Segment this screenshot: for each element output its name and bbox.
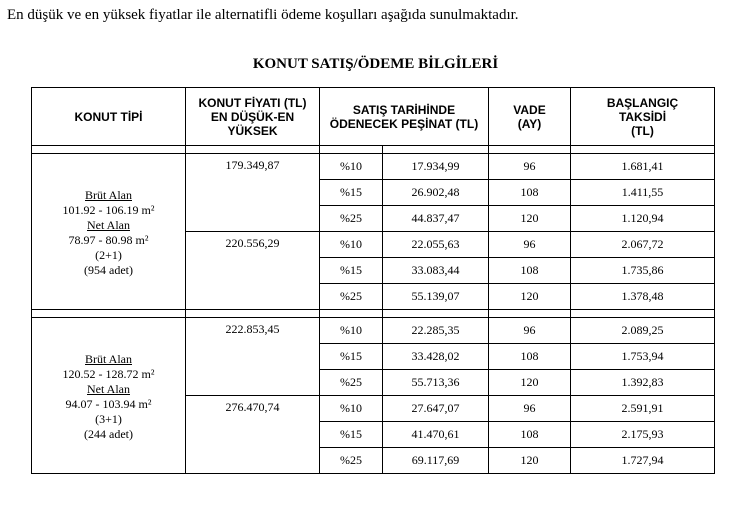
pesinat-amount: 69.117,69 — [383, 448, 489, 474]
intro-text: En düşük ve en yüksek fiyatlar ile alternatifli ödeme koşulları aşağıda sunulmaktadır. — [7, 7, 519, 23]
pesinat-amount: 17.934,99 — [383, 154, 489, 180]
pesinat-amount: 55.713,36 — [383, 370, 489, 396]
vade-value: 120 — [489, 206, 571, 232]
taksit-value: 2.591,91 — [571, 396, 715, 422]
pesinat-amount: 22.055,63 — [383, 232, 489, 258]
vade-value: 120 — [489, 448, 571, 474]
pesinat-pct: %10 — [320, 154, 383, 180]
table-row — [32, 318, 715, 344]
header-row — [32, 88, 715, 146]
konut-tipi-cell: Brüt Alan 120.52 - 128.72 m² Net Alan 94.07 - 103.94 m² (3+1) (244 adet) — [32, 318, 186, 474]
pesinat-pct: %25 — [320, 206, 383, 232]
pesinat-pct: %25 — [320, 370, 383, 396]
konut-fiyati-cell: 276.470,74 — [186, 396, 320, 474]
vade-value: 96 — [489, 318, 571, 344]
header-konut-fiyati: KONUT FİYATI (TL) EN DÜŞÜK-EN YÜKSEK — [186, 88, 320, 146]
pesinat-amount: 33.083,44 — [383, 258, 489, 284]
pesinat-amount: 22.285,35 — [383, 318, 489, 344]
pesinat-pct: %10 — [320, 396, 383, 422]
vade-value: 108 — [489, 422, 571, 448]
pesinat-pct: %10 — [320, 232, 383, 258]
header-vade: VADE (AY) — [489, 88, 571, 146]
konut-fiyati-cell: 222.853,45 — [186, 318, 320, 396]
pesinat-amount: 44.837,47 — [383, 206, 489, 232]
vade-value: 108 — [489, 258, 571, 284]
vade-value: 96 — [489, 232, 571, 258]
pesinat-amount: 55.139,07 — [383, 284, 489, 310]
konut-fiyati-cell: 220.556,29 — [186, 232, 320, 310]
vade-value: 96 — [489, 154, 571, 180]
taksit-value: 2.067,72 — [571, 232, 715, 258]
pesinat-amount: 33.428,02 — [383, 344, 489, 370]
vade-value: 120 — [489, 284, 571, 310]
table-title: KONUT SATIŞ/ÖDEME BİLGİLERİ — [252, 56, 499, 72]
konut-tipi-cell: Brüt Alan 101.92 - 106.19 m² Net Alan 78.97 - 80.98 m² (2+1) (954 adet) — [32, 154, 186, 310]
taksit-value: 2.175,93 — [571, 422, 715, 448]
vade-value: 120 — [489, 370, 571, 396]
pesinat-pct: %15 — [320, 344, 383, 370]
taksit-value: 1.378,48 — [571, 284, 715, 310]
pesinat-pct: %25 — [320, 448, 383, 474]
vade-value: 108 — [489, 180, 571, 206]
taksit-value: 1.392,83 — [571, 370, 715, 396]
taksit-value: 1.411,55 — [571, 180, 715, 206]
header-konut-tipi: KONUT TİPİ — [32, 88, 186, 146]
taksit-value: 1.120,94 — [571, 206, 715, 232]
pesinat-pct: %10 — [320, 318, 383, 344]
pesinat-pct: %15 — [320, 258, 383, 284]
taksit-value: 1.735,86 — [571, 258, 715, 284]
taksit-value: 1.681,41 — [571, 154, 715, 180]
header-pesinat: SATIŞ TARİHİNDE ÖDENECEK PEŞİNAT (TL) — [320, 88, 489, 146]
vade-value: 96 — [489, 396, 571, 422]
pesinat-pct: %15 — [320, 180, 383, 206]
sales-payment-table — [31, 87, 715, 474]
taksit-value: 2.089,25 — [571, 318, 715, 344]
pesinat-pct: %15 — [320, 422, 383, 448]
pesinat-amount: 27.647,07 — [383, 396, 489, 422]
vade-value: 108 — [489, 344, 571, 370]
taksit-value: 1.753,94 — [571, 344, 715, 370]
konut-fiyati-cell: 179.349,87 — [186, 154, 320, 232]
pesinat-amount: 26.902,48 — [383, 180, 489, 206]
table-row — [32, 154, 715, 180]
taksit-value: 1.727,94 — [571, 448, 715, 474]
pesinat-amount: 41.470,61 — [383, 422, 489, 448]
pesinat-pct: %25 — [320, 284, 383, 310]
header-taksit: BAŞLANGIÇ TAKSİDİ (TL) — [571, 88, 715, 146]
